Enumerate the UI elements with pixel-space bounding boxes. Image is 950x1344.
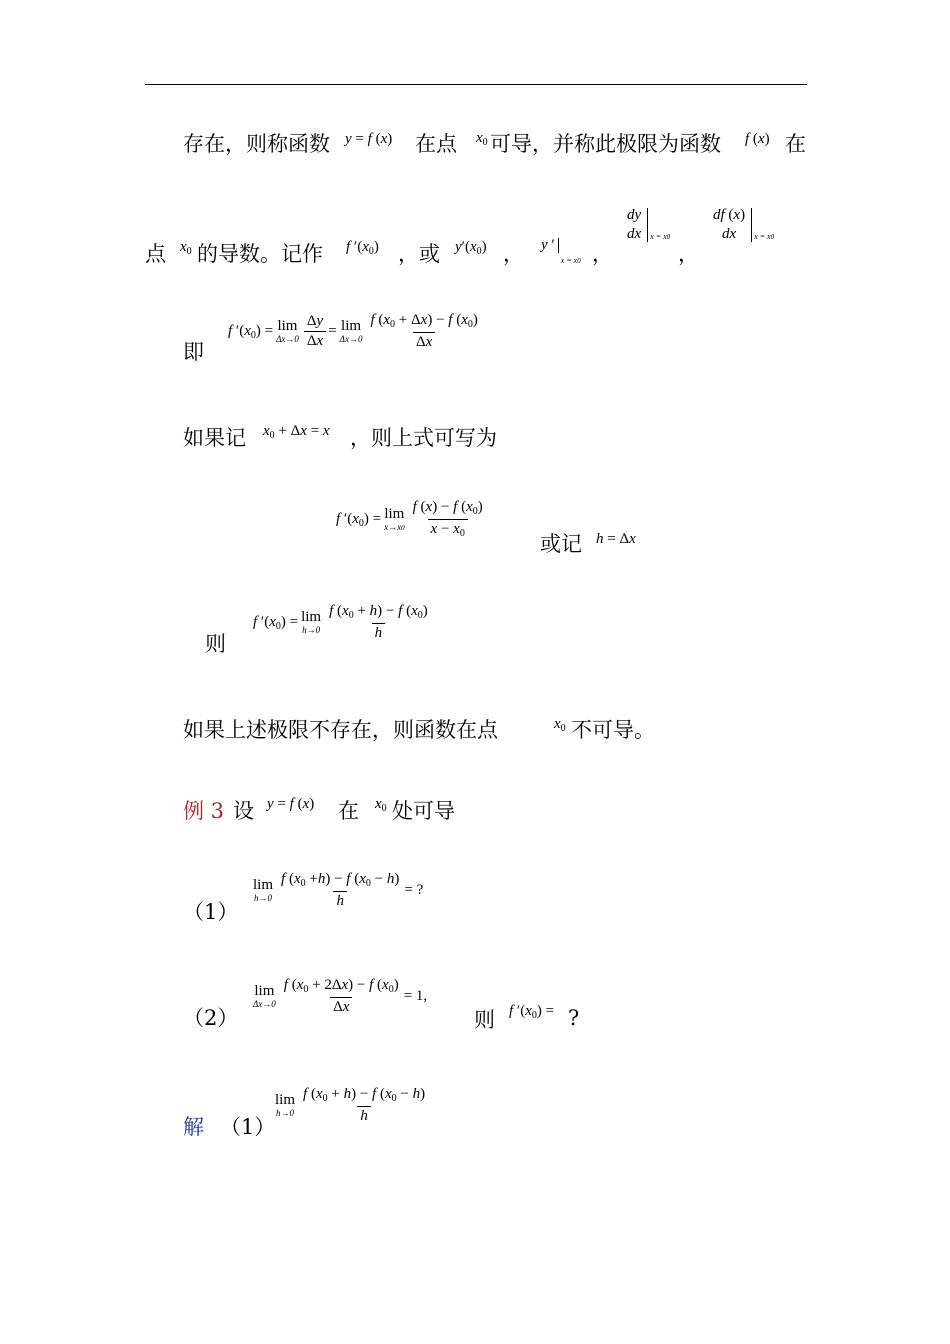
text-line1-d: 在 <box>785 132 806 156</box>
q2-label: （2） <box>183 1006 239 1030</box>
formula-x0-d: $x_0$ <box>375 796 387 814</box>
formula-dydx-eval: dy dx $_{x = x0}$ <box>624 208 670 242</box>
formula-yprime-x0: $y'(x_0)$ <box>455 239 487 257</box>
text-example-a: 设 <box>233 799 254 823</box>
q2-result: = 1, <box>403 987 428 1004</box>
formula-derivative-h: f $'(x_0) = \lim$ h→0 $\frac{f (x_0 + h) - f (x_0)}{h}$ <box>253 603 428 641</box>
text-line7-a: 如果上述极限不存在，则函数在点 <box>183 718 498 742</box>
example-label: 例 3 <box>183 799 225 823</box>
formula-derivative-def: f $'(x_0) = \lim$ Δx→0 $\frac{\Delta y}{\Delta x}$ = lim Δx→0 $\frac{f (x_0 + \Delta x) - f (x_0)}{\Delta x}$ <box>228 312 478 350</box>
formula-dfdx-eval: df (x) dx $_{x = x0}$ <box>710 208 774 242</box>
text-line1-b: 在点 <box>415 132 457 156</box>
text-line2-d: ， <box>503 242 524 266</box>
text-line4-a: 如果记 <box>183 426 246 450</box>
formula-y-eq-fx: y = f (x) <box>345 131 393 147</box>
formula-y-eq-fx-b: y = f (x) <box>267 796 315 812</box>
formula-yprime-eval: y $'_{x = x0}$ <box>541 237 581 265</box>
formula-derivative-x: f $'(x_0) = \lim$ x→x0 $\frac{f (x) - f (x_0)}{x - x_0}$ <box>336 499 483 539</box>
q1-result: = ? <box>404 881 424 898</box>
solution-item: （1） <box>220 1115 276 1139</box>
text-line2-c: ，或 <box>398 242 440 266</box>
text-line1-a: 存在，则称函数 <box>183 132 330 156</box>
formula-solution: lim h→0 $\frac{f (x_0 + h) - f (x_0 - h)}{h}$ <box>275 1086 426 1124</box>
text-line2-f: ， <box>678 242 699 266</box>
text-q2-a: 则 <box>474 1008 495 1032</box>
text-line2-b: 的导数。记作 <box>197 242 323 266</box>
label-ze: 则 <box>205 632 226 656</box>
text-q2-b: ? <box>568 1006 580 1030</box>
header-rule <box>145 84 807 85</box>
formula-x0: $x_0$ <box>476 130 488 148</box>
text-line5-a: 或记 <box>540 532 582 556</box>
formula-q1: lim h→0 $\frac{f (x_0 +h) - f (x_0 - h)}{h}$ = ? <box>253 871 424 909</box>
formula-h-eq-dx: h = Δx <box>596 531 636 547</box>
formula-x0-b: $x_0$ <box>180 239 192 257</box>
text-example-b: 在 <box>338 799 359 823</box>
formula-q2-fprime: f $'(x_0)$ = <box>509 1003 555 1021</box>
formula-fprime-x0: f $'(x_0)$ <box>346 239 379 257</box>
text-line2-e: ， <box>592 242 613 266</box>
text-line1-c: 可导，并称此极限为函数 <box>490 132 721 156</box>
formula-fx: f (x) <box>745 131 770 147</box>
formula-x0-c: $x_0$ <box>554 716 566 734</box>
text-line4-b: ，则上式可写为 <box>350 426 497 450</box>
solution-label: 解 <box>183 1115 204 1139</box>
text-example-c: 处可导 <box>392 799 455 823</box>
text-line7-b: 不可导。 <box>571 718 655 742</box>
label-ji: 即 <box>183 340 204 364</box>
text-line2-a: 点 <box>145 242 166 266</box>
formula-q2: lim Δx→0 $\frac{f (x_0 + 2\Delta x) - f (x_0)}{\Delta x}$ = 1, <box>253 977 428 1015</box>
formula-x0-plus-dx: $x_0 + \Delta x = x$ <box>263 423 330 441</box>
q1-label: （1） <box>183 900 239 924</box>
